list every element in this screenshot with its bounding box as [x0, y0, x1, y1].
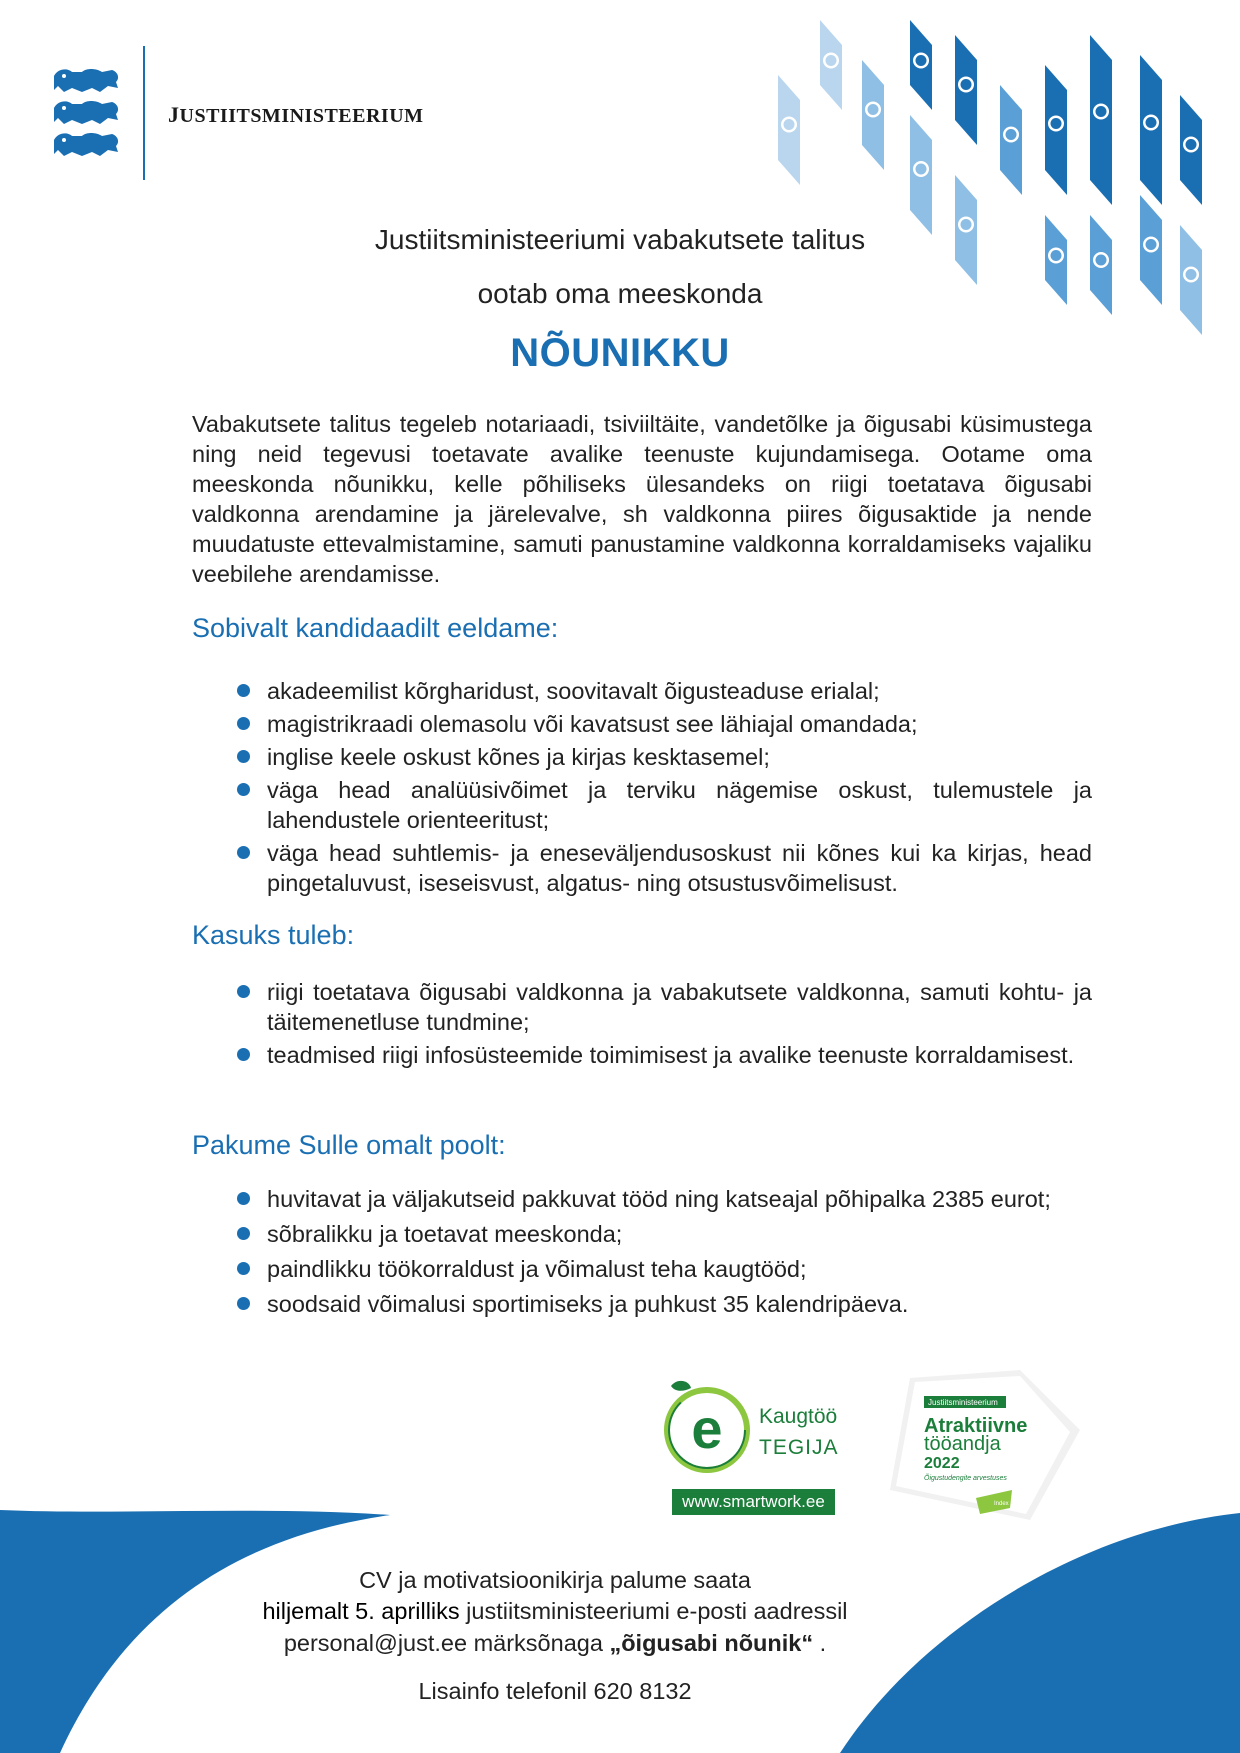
- job-title: NÕUNIKKU: [510, 331, 730, 375]
- decorative-dot-inner: [916, 164, 927, 175]
- list-item-text: riigi toetatava õigusabi valdkonna ja vabakutsete valdkonna, samuti kohtu- ja täitemenetluse tundmine;: [267, 979, 1092, 1035]
- list-item: [232, 838, 1092, 898]
- decorative-dot-inner: [1146, 117, 1157, 128]
- list-item: [232, 1184, 1092, 1214]
- atr-brand: Index: [994, 1501, 1009, 1507]
- requirements-list: [232, 676, 1092, 901]
- decorative-dot-inner: [961, 79, 972, 90]
- footer-line-2-rest: justiitsministeeriumi e-posti aadressil: [459, 1598, 848, 1624]
- footer-line-2: [0, 1598, 1110, 1625]
- list-item: [232, 1254, 1092, 1284]
- section-heading-requirements: Sobivalt kandidaadilt eeldame:: [192, 613, 559, 643]
- decorative-dot-inner: [916, 55, 927, 66]
- ministry-name: [168, 102, 424, 128]
- smartwork-url: www.smartwork.ee: [672, 1489, 835, 1515]
- bullet-icon: [237, 783, 250, 796]
- list-item-text: soodsaid võimalusi sportimiseks ja puhkust 35 kalendripäeva.: [267, 1291, 909, 1317]
- decorative-dot-inner: [1006, 129, 1017, 140]
- atr-line2: tööandja: [924, 1433, 1001, 1455]
- list-item-text: magistrikraadi olemasolu või kavatsust see lähiajal omandada;: [267, 711, 918, 737]
- decorative-dot-inner: [1186, 139, 1197, 150]
- list-item: [232, 775, 1092, 835]
- bullet-icon: [237, 1192, 250, 1205]
- footer-line-3: [0, 1630, 1110, 1657]
- offer-list: [232, 1184, 1092, 1324]
- bullet-icon: [237, 1297, 250, 1310]
- list-item: [232, 1219, 1092, 1249]
- advantages-list: [232, 977, 1092, 1073]
- kaugtoo-label: Kaugtöö: [759, 1405, 838, 1428]
- list-item-text: sõbralikku ja toetavat meeskonda;: [267, 1221, 623, 1247]
- phone-info: Lisainfo telefonil 620 8132: [418, 1678, 692, 1704]
- bullet-icon: [237, 846, 250, 859]
- list-item: [232, 742, 1092, 772]
- list-item: [232, 1040, 1092, 1070]
- atr-line1: Atraktiivne: [924, 1415, 1028, 1437]
- decorative-dot-inner: [868, 104, 879, 115]
- bullet-icon: [237, 985, 250, 998]
- ministry-name-initial: J: [168, 102, 180, 127]
- footer-line-3-end: .: [813, 1630, 827, 1656]
- intro-line-2: ootab oma meeskonda: [477, 278, 763, 309]
- list-item: [232, 1289, 1092, 1319]
- list-item-text: paindlikku töökorraldust ja võimalust teha kaugtööd;: [267, 1256, 807, 1282]
- atr-org: Justiitsministeerium: [928, 1398, 998, 1407]
- section-heading-advantages: Kasuks tuleb:: [192, 920, 355, 950]
- decorative-stroke: [1090, 35, 1112, 205]
- list-item: [232, 676, 1092, 706]
- bullet-icon: [237, 684, 250, 697]
- list-item-text: teadmised riigi infosüsteemide toimimisest ja avalike teenuste korraldamisest.: [267, 1042, 1075, 1068]
- decorative-dot-inner: [1096, 106, 1107, 117]
- deadline: hiljemalt 5. aprilliks: [262, 1598, 460, 1624]
- decorative-dot-inner: [826, 55, 837, 66]
- logo-divider: [143, 46, 145, 180]
- intro-line-1: Justiitsministeeriumi vabakutsete talitus: [374, 224, 866, 255]
- bullet-icon: [237, 750, 250, 763]
- list-item: [232, 977, 1092, 1037]
- decorative-dot-inner: [1051, 118, 1062, 129]
- ministry-name-rest: USTIITSMINISTEERIUM: [179, 105, 424, 127]
- bullet-icon: [237, 1262, 250, 1275]
- coat-of-arms-logo: [52, 66, 122, 162]
- atraktiivne-tooandja-badge: [880, 1370, 1080, 1530]
- bullet-icon: [237, 717, 250, 730]
- list-item: [232, 709, 1092, 739]
- atr-sub: Õigustudengite arvestuses: [924, 1475, 1007, 1482]
- bullet-icon: [237, 1227, 250, 1240]
- list-item-text: huvitavat ja väljakutseid pakkuvat tööd ning katseajal põhipalka 2385 eurot;: [267, 1186, 1051, 1212]
- email-prefix: personal@just.ee märksõnaga: [283, 1630, 610, 1656]
- bullet-icon: [237, 1048, 250, 1061]
- footer-line-1: CV ja motivatsioonikirja palume saata: [359, 1567, 751, 1593]
- decorative-dot-inner: [784, 119, 795, 130]
- job-description: Vabakutsete talitus tegeleb notariaadi, tsiviiltäite, vandetõlke ja õigusabi küsimustega ning neid tegevusi toetavate avalike teenuste kujundamisega. Ootame oma meeskonda nõunikku, kelle põhiliseks ülesandeks on riigi toetatava õigusabi valdkonna arendamine ja järelevalve, sh valdkonna piires õigusaktide ja nende muudatuste ettevalmistamine, samuti panustamine valdkonna korraldamiseks vajaliku veebilehe arendamisse.: [192, 411, 1092, 587]
- list-item-text: väga head suhtlemis- ja eneseväljendusoskust nii kõnes kui ka kirjas, head pingetaluvust, iseseisvust, algatus- ning otsustusvõimelisust.: [267, 840, 1092, 896]
- list-item-text: väga head analüüsivõimet ja terviku nägemise oskust, tulemustele ja lahendustele orienteeritust;: [267, 777, 1092, 833]
- list-item-text: akadeemilist kõrgharidust, soovitavalt õigusteaduse erialal;: [267, 678, 880, 704]
- decorative-dot-inner: [1096, 255, 1107, 266]
- section-heading-offer: Pakume Sulle omalt poolt:: [192, 1130, 506, 1160]
- kaugtoo-tegija-label: TEGIJA: [759, 1436, 839, 1459]
- svg-text:e: e: [691, 1397, 723, 1460]
- atr-year: 2022: [924, 1455, 960, 1472]
- keyword: „õigusabi nõunik“: [609, 1630, 814, 1656]
- list-item-text: inglise keele oskust kõnes ja kirjas kesktasemel;: [267, 744, 770, 770]
